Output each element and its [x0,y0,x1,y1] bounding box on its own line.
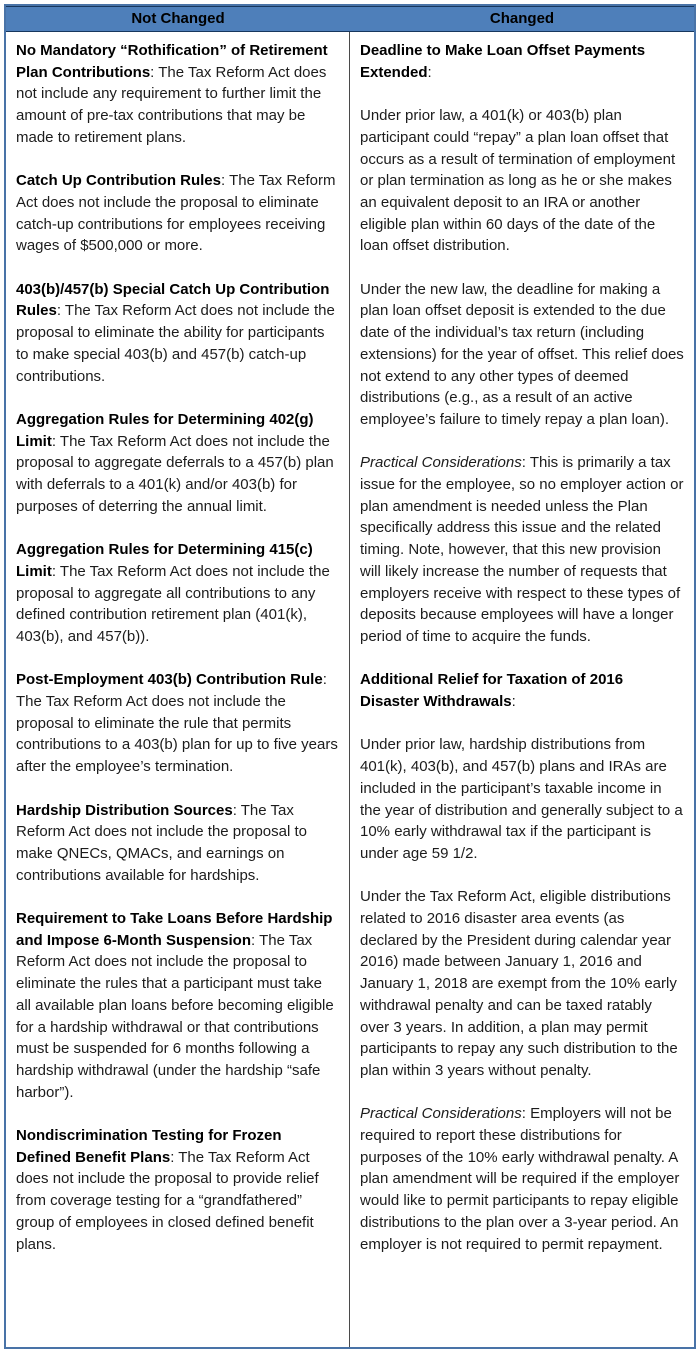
paragraph-text: Under prior law, a 401(k) or 403(b) plan participant could “repay” a plan loan offset that occurs as a result of termination of employment or plan termination as long as he or she makes an equivalent deposit to an IRA or another eligible plan within 60 days of the date of the loan offset distribution. [360,107,676,255]
paragraph-lead-bold: 403(b)/457(b) Special Catch Up Contribution Rules [16,280,330,320]
paragraph [360,105,685,257]
paragraph-text: : Employers will not be required to report these distributions for purposes of the 10% early withdrawal penalty. A plan amendment will be required if the employer would like to permit participants to repay eligible distributions to the plan over a 3-year period. An employer is not required to permit repayment. [360,1105,680,1253]
paragraph-text: : [427,63,432,81]
paragraph [360,452,685,647]
paragraph-lead-italic: Practical Considerations [360,1105,522,1123]
paragraph [16,800,340,887]
table-body-row [6,32,694,1347]
paragraph-text: Under the new law, the deadline for making a plan loan offset deposit is extended to the due date of the individual’s tax return (including extensions) for the year of offset. This relief does not extend to any other types of deemed distributions (e.g., as a result of an active employee’s failure to timely repay a plan loan). [360,280,684,428]
paragraph [360,1103,685,1255]
table-header-row [6,6,694,32]
paragraph [360,886,685,1081]
paragraph-lead-bold: Deadline to Make Loan Offset Payments Extended [360,42,646,81]
paragraph [16,409,340,518]
paragraph-lead-italic: Practical Considerations [360,454,522,472]
paragraph [360,40,685,83]
paragraph-lead-bold: Aggregation Rules for Determining 402(g) Limit [16,410,314,450]
paragraph-lead-bold: Catch Up Contribution Rules [16,172,221,190]
paragraph-text: : The Tax Reform Act does not include the proposal to aggregate deferrals to a 457(b) plan with deferrals to a 401(k) and/or 403(b) for purposes of deterring the annual limit. [16,432,334,515]
paragraph-text: : The Tax Reform Act does not include the proposal to eliminate the rules that a participant must take all available plan loans before becoming eligible for a hardship withdrawal or that contributions must be suspended for 6 months following a hardship withdrawal (under the hardship “safe harbor”). [16,931,334,1101]
paragraph-lead-bold: Post-Employment 403(b) Contribution Rule [16,671,323,689]
paragraph [360,279,685,431]
paragraph-text: : The Tax Reform Act does not include any requirement to further limit the amount of pre-tax contributions that may be made to retirement plans. [16,63,327,146]
paragraph-lead-bold: No Mandatory “Rothification” of Retirement Plan Contributions [16,42,328,81]
changed-column [350,32,694,1347]
paragraph [16,539,340,648]
paragraph-text: : The Tax Reform Act does not include the proposal to provide relief from coverage testing for a “grandfathered” group of employees in closed defined benefit plans. [16,1148,319,1253]
header-not-changed: Not Changed [131,10,225,27]
not-changed-column [6,32,350,1347]
paragraph-text: : The Tax Reform Act does not include the proposal to eliminate the ability for participants to make special 403(b) and 457(b) catch-up contributions. [16,302,335,385]
paragraph [16,170,340,257]
paragraph-lead-bold: Nondiscrimination Testing for Frozen Defined Benefit Plans [16,1127,282,1166]
paragraph [16,40,340,149]
paragraph-text: : The Tax Reform Act does not include the proposal to make QNECs, QMACs, and earnings on contributions available for hardships. [16,801,308,884]
paragraph-text: Under prior law, hardship distributions from 401(k), 403(b), and 457(b) plans and IRAs are included in the participant’s taxable income in the year of distribution and generally subject to a 10% early withdrawal tax if the participant is under age 59 1/2. [360,736,683,862]
paragraph [360,734,685,864]
paragraph-text: : [511,693,516,711]
paragraph [16,279,340,388]
paragraph-text: : The Tax Reform Act does not include the proposal to aggregate all contributions to any defined contribution retirement plan (401(k), 403(b), and 457(b)). [16,562,330,645]
header-changed: Changed [489,10,555,27]
paragraph [360,669,685,712]
comparison-table [4,4,696,1349]
paragraph-text: Under the Tax Reform Act, eligible distributions related to 2016 disaster area events (as declared by the President during calendar year 2016) made between January 1, 2016 and January 1, 2018 are exempt from the 10% early withdrawal penalty and can be taxed ratably over 3 years. In addition, a plan may permit participants to repay any such distribution to the plan within 3 years without penalty. [360,888,678,1079]
paragraph [16,1125,340,1255]
paragraph-lead-bold: Additional Relief for Taxation of 2016 Disaster Withdrawals [360,671,624,711]
paragraph-lead-bold: Aggregation Rules for Determining 415(c) Limit [16,541,313,580]
paragraph [16,669,340,778]
paragraph-text: : The Tax Reform Act does not include the proposal to eliminate catch-up contributions for employees receiving wages of $500,000 or more. [16,172,336,255]
paragraph-lead-bold: Hardship Distribution Sources [16,801,233,819]
paragraph [16,908,340,1103]
paragraph-text: : The Tax Reform Act does not include the proposal to eliminate the rule that permits contributions to a 403(b) plan for up to five years after the employee’s termination. [16,671,338,776]
paragraph-lead-bold: Requirement to Take Loans Before Hardship and Impose 6-Month Suspension [16,910,333,949]
paragraph-text: : This is primarily a tax issue for the employee, so no employer action or plan amendment is needed unless the Plan specifically address this issue and the related timing. Note, however, that this new provision will likely increase the number of requests that employers receive with respect to these types of deposits because employees will have a longer period of time to acquire the funds. [360,454,684,645]
